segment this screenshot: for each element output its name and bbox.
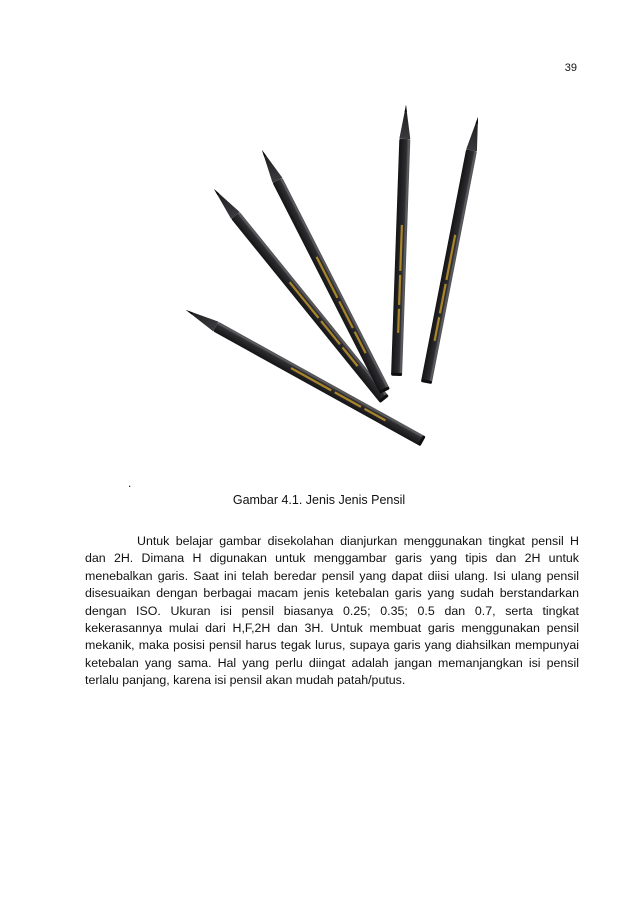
pencils-photo [170,86,498,471]
stray-mark: . [128,476,132,490]
pencils-photo-icon [170,86,498,471]
body-paragraph: Untuk belajar gambar disekolahan dianjurkan menggunakan tingkat pensil H dan 2H. Dimana H digunakan untuk menggambar garis yang tipis dan 2H untuk menebalkan garis. Saat ini telah beredar pensil yang dapat diisi ulang. Isi ulang pensil disesuaikan dengan berbagai macam jenis ketebalan garis yang sudah berstandarkan dengan ISO. Ukuran isi pensil biasanya 0.25; 0.35; 0.5 dan 0.7, serta tingkat kekerasannya mulai dari H,F,2H dan 3H. Untuk membuat garis menggunakan pensil mekanik, maka posisi pensil harus tegak lurus, supaya garis yang diahsilkan mempunyai ketebalan yang sama. Hal yang perlu diingat adalah jangan memanjangkan isi pensil terlalu panjang, karena isi pensil akan mudah patah/putus. [85,534,579,688]
pencil-5 [183,305,425,446]
pencil-1 [421,116,484,384]
figure-caption: Gambar 4.1. Jenis Jenis Pensil [232,493,406,507]
page-number: 39 [564,62,577,74]
pencil-2 [391,105,411,376]
